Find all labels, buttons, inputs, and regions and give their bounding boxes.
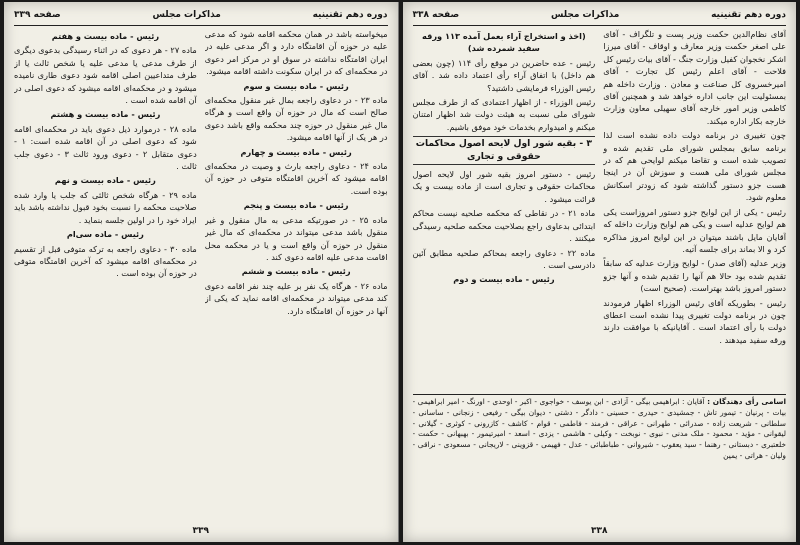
article-heading: رئیس - ماده بیست و هفتم [51, 31, 160, 41]
session-label: دوره دهم تقنينيه [312, 10, 388, 20]
article-heading: رئیس - ماده بیست و هشتم [50, 109, 161, 120]
journal-spread [4, 2, 796, 542]
article-heading: رئیس - ماده بیست و نهم [54, 175, 156, 186]
paragraph: ماده ۳۰ - دعاوی راجعه به ترکه متوفی قبل از تقسیم در محکمه‌ای اقامه میشود که آخرین اقامتگاه متوفی در حوزه آن بوده است . [14, 243, 197, 279]
paragraph: چون تغییری در برنامه دولت داده نشده است لذا برنامه سابق بمجلس شورای ملی تقدیم شده و تصویب شده است و تقاضا میکنم لوایحی هم که در مجلس شورای ملی هست و سوزش آن در اینجا هست جزو دستور گذاشته شود که زودتر اسکانش معلوم شود. [603, 130, 786, 203]
names-heading: اسامی رأی دهندگان : [707, 397, 786, 406]
text-columns [14, 28, 388, 514]
page-number: ۳۳۸ [591, 526, 608, 536]
paragraph: ماده ۲۱ - در نقاطی که محکمه صلحیه نیست محاکم ابتدائی بدعاوی راجع بصلاحیت محکمه صلحیه رسیدگی میکنند . [412, 208, 596, 244]
page-338 [403, 2, 797, 542]
names-text: آقایان : ابراهیمی بیگی - آزادی - ابن یوسف - خواجوی - اکبر - اوحدی - اورنگ - امیر ابراهیمی - بیات - پرنیان - تیمور تاش - جمشیدی - حیدری - حسینی - دادگر - دشتی - دیوان بیگی - رفیعی - زنجانی - ساسانی - سلطانی - شریعت زاده - صدرائی - طهرانی - عراقی - فرمند - فاطمی - قوام - کاشف - کازرونی - کوثری - گیلانی - لیقوانی - مؤید - محمود - ملک مدنی - نبوی - نوبخت - وکیلی - هاشمی - یزدی - اسعد - امیرتیمور - بهبهانی - حکمت - خلعتبری - دبستانی - رهنما - سید یعقوب - شیروانی - طباطبائی - عدل - فهیمی - قزوینی - لاریجانی - مسعودی - نراقی - ولیان - هراتی - یمین [412, 397, 786, 460]
paragraph: ماده ۲۶ - هرگاه یک نفر بر علیه چند نفر اقامه دعوی کند مدعی میتواند در محکمه‌ای اقامه نماید که یکی از آنها در حوزه آن اقامتگاه دارد. [204, 280, 388, 316]
paragraph: ماده ۲۵ - در صورتیکه مدعی به مال منقول و غیر منقول باشد مدعی میتواند در محکمه‌ای که مال غیر منقول در حوزه آن واقع است و یا در محکمه محل اقامت مدعی علیه اقامه دعوی کند . [204, 214, 388, 262]
column-right [603, 28, 786, 386]
column-left [413, 28, 596, 386]
journal-title: مذاکرات مجلس [152, 10, 221, 20]
paragraph: ماده ۲۷ - هر دعوی که در اثناء رسیدگی بدعوی دیگری از طرف مدعی یا مدعی علیه یا شخص ثالث یا از طرف متداعیین اصلی اقامه شود دعوی طاری نامیده میشود و در محکمه‌ای اقامه میشود که دعوی اصلی در آن اقامه شده است . [14, 45, 197, 106]
paragraph: ماده ۲۳ - در دعاوی راجعه بمال غیر منقول محکمه‌ای صالح است که مال در حوزه آن واقع است و هرگاه مال غیر منقول در حوزه چند محکمه واقع باشد دعوی در هر یک از آنها اقامه میشود. [204, 95, 388, 143]
article-heading: رئیس - ماده بیست و سوم [243, 80, 349, 91]
paragraph: ماده ۲۹ - هرگاه شخص ثالثی که جلب یا وارد شده صلاحیت محکمه را نسبت بخود قبول نداشته باشد باید ایراد خود را در اولین جلسه بنماید . [14, 189, 197, 225]
column-left [14, 28, 197, 514]
article-heading: رئیس - ماده سی‌ام [66, 229, 144, 240]
paragraph: میخواسته باشد در همان محکمه اقامه شود که مدعی علیه در حوزه آن اقامتگاه دارد و اگر مدعی علیه در ایران اقامتگاه نداشته در سوق او در مرکز امر دعوی در محکمه‌ای که در ایران سکونت داشته اقامه میشود. [204, 29, 388, 77]
paragraph: آقای نظام‌الدین حکمت وزیر پست و تلگراف - آقای علی اصغر حکمت وزیر معارف و اوقاف - آقای میرزا اشکر نخجوان کفیل وزارت جنگ - آقای بیات رئیس کل فلاحت - آقای اعلم رئیس کل تجارت - آقای امیرخسروی کل صناعت و معادن . وزارت داخله هم بمسئولیت این جانب اداره خواهد شد و همچنین آقای کاظمی وزیر امور خارجه آقای سهیلی معاون وزارت خارجه بکار اداره میکند. [603, 29, 786, 126]
page-label: صفحه ۳۳۸ [412, 10, 460, 20]
session-label: دوره دهم تقنينيه [711, 10, 786, 20]
paragraph: رئیس الوزراء - از اظهار اعتمادی که از طرف مجلس شورای ملی نسبت به هیئت دولت شد اظهار امتنان میکنم و امیدوارم بخدمات خود موفق باشیم. [412, 97, 596, 132]
voter-names-list [413, 394, 787, 509]
page-label: صفحه ۳۳۹ [14, 10, 61, 20]
paragraph: (اخذ و استخراج آراء بعمل آمده ۱۱۳ ورقه سفید شمرده شد) [422, 31, 586, 54]
paragraph: رئیس - یکی از این لوایح جزو دستور امروزاست یکی هم لوایح عدلیه است و یکی هم لوایح وزارت داخله که آقایان مایل باشند میتوان در این لوایح امروز مذاکره کرد و الا بماند برای جلسه آتیه. [603, 206, 786, 254]
page-header [413, 8, 787, 26]
paragraph: ماده ۲۲ - دعاوی راجعه بمحاکم صلحیه مطابق آئین دادرسی است . [412, 247, 596, 270]
article-heading: رئیس - ماده بیست و ششم [241, 266, 351, 277]
paragraph: وزیر عدلیه (آقای صدر) - لوایح وزارت عدلیه که سابقاً تقدیم شده بود حالا هم آنها را تقدیم شده و آنها جزو دستور امروز باشد بهتراست. (صحیح است) [603, 258, 786, 294]
paragraph: رئیس - بطوریکه آقای رئیس الوزراء اظهار فرمودند چون در برنامه دولت تغییری پیدا نشده است اعطای دولت با رأی اعتماد است . آقایانیکه با موافقت دارند ورقه سفید میدهند . [603, 297, 786, 345]
article-heading: رئیس - ماده بیست و دوم [453, 274, 555, 285]
page-number: ۳۳۹ [192, 526, 209, 536]
paragraph: ماده ۲۴ - دعاوی راجعه بارث و وصیت در محکمه‌ای اقامه میشود که آخرین اقامتگاه متوفی در حوزه آن بوده است. [204, 161, 388, 196]
page-339 [4, 2, 399, 542]
paragraph: ماده ۲۸ - درموارد ذیل دعوی باید در محکمه‌ای اقامه شود که دعوی اصلی در آن اقامه شده است: ۱ - دعوی متقابل ۲ - دعوی ورود ثالث ۳ - دعوی جلب ثالث . [14, 123, 197, 172]
article-heading: رئیس - ماده بیست و چهارم [240, 146, 352, 157]
page-header [14, 8, 388, 26]
article-heading: رئیس - ماده بیست و پنجم [243, 200, 349, 211]
text-columns [413, 28, 787, 386]
journal-title: مذاکرات مجلس [550, 10, 620, 20]
column-right [205, 28, 388, 514]
paragraph: رئیس - عده حاضرین در موقع رأی ۱۱۴ (چون بعضی هم داخل) با اتفاق آراء رأی اعتماد داده شد . آقای رئیس الوزراء فرمایشی داشتید؟ [412, 57, 596, 93]
paragraph: رئیس - دستور امروز بقیه شور اول لایحه اصول محاکمات حقوقی و تجاری است از ماده بیست و یک قرائت میشود . [412, 169, 596, 204]
section-title: ۳ - بقیه شور اول لایحه اصول محاکمات حقوقی و تجاری [413, 136, 596, 165]
